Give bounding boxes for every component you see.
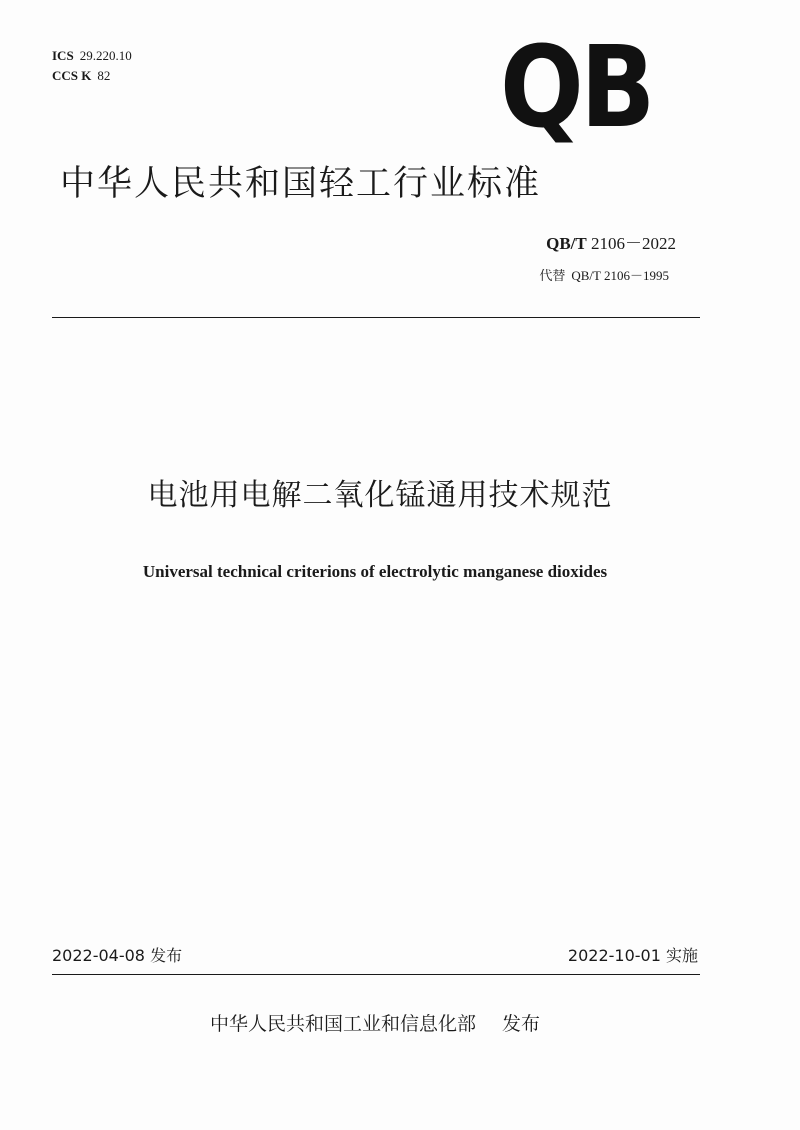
ccs-code [52, 66, 132, 86]
replaces-standard [539, 266, 669, 287]
standard-title-chinese: 电池用电解二氧化锰通用技术规范 [147, 478, 613, 513]
ics-label: ICS [52, 48, 74, 63]
header-divider [52, 317, 700, 318]
implementation-date: 2022-10-01 实施 [567, 946, 698, 965]
replaces-value: QB/T 2106－1995 [571, 268, 669, 283]
publisher-action: 发布 [502, 1013, 541, 1035]
ccs-label: CCS K [52, 68, 92, 83]
footer-divider [52, 974, 700, 975]
standard-number-prefix: QB/T [546, 234, 587, 253]
ics-code [52, 46, 132, 66]
publisher-name: 中华人民共和国工业和信息化部 [209, 1013, 476, 1035]
standard-number-value: 2106－2022 [591, 234, 676, 253]
qb-logo: QB [500, 23, 652, 153]
organization-title: 中华人民共和国轻工行业标准 [60, 164, 542, 204]
publisher [0, 1010, 750, 1038]
standard-number [546, 232, 676, 256]
classification-codes [52, 46, 132, 86]
ccs-value: 82 [97, 68, 111, 83]
issue-date: 2022-04-08 发布 [52, 946, 183, 965]
replaces-label: 代替 [539, 269, 566, 284]
standard-title-english: Universal technical criterions of electrolytic manganese dioxides [142, 562, 608, 581]
ics-value: 29.220.10 [79, 48, 132, 63]
